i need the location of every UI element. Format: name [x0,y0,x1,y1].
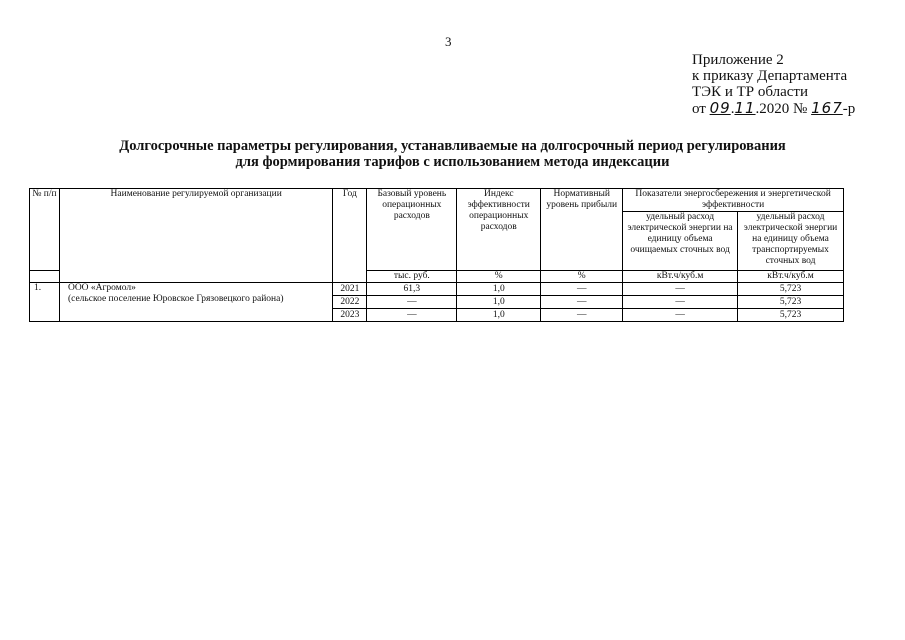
header-index: Индекс эффективности операционных расходов [457,189,541,271]
cell-year: 2022 [333,296,367,309]
table-row [30,283,844,296]
cell-profit: — [541,296,623,309]
cell-energy2: 5,723 [738,309,844,322]
appendix-line-2: к приказу Департамента [692,68,848,84]
header-org: Наименование регулируемой организации [59,189,332,283]
appendix-line-1: Приложение 2 [692,52,784,68]
cell-index: 1,0 [457,309,541,322]
date-prefix: от [692,101,706,117]
title-line-1: Долгосрочные параметры регулирования, устанавливаемые на долгосрочный период регулирования [119,138,786,154]
cell-year: 2021 [333,283,367,296]
appendix-block [692,52,855,117]
cell-energy1: — [623,296,738,309]
cell-index: 1,0 [457,296,541,309]
cell-base: — [367,296,457,309]
date-year: .2020 № [755,101,808,117]
title-line-2: для формирования тарифов с использованием метода индексации [235,154,670,170]
row-org [59,283,332,322]
cell-base: — [367,309,457,322]
org-name: ООО «Агромол» [67,283,136,293]
parameters-table [29,188,844,322]
order-number: 167 [811,99,843,117]
header-energy1: удельный расход электрической энергии на единицу объема очищаемых сточных вод [623,212,738,271]
unit-index: % [457,271,541,283]
row-num: 1. [30,283,60,322]
order-date-line: от 09.11.2020 № 167-р [692,99,856,117]
cell-energy2: 5,723 [738,296,844,309]
org-location: (сельское поселение Юровское Грязовецкого района) [67,294,284,304]
unit-profit: % [541,271,623,283]
header-year: Год [333,189,367,283]
cell-profit: — [541,309,623,322]
date-day: 09 [709,99,731,117]
header-base: Базовый уровень операционных расходов [367,189,457,271]
page-number: 3 [445,34,452,49]
header-num: № п/п [30,189,60,271]
order-suffix: -р [842,101,856,117]
document-title [60,138,845,170]
cell-energy1: — [623,309,738,322]
units-num-empty [30,271,60,283]
unit-energy2: кВт.ч/куб.м [738,271,844,283]
date-month: 11 [734,99,756,117]
cell-index: 1,0 [457,283,541,296]
cell-energy1: — [623,283,738,296]
appendix-line-3: ТЭК и ТР области [692,84,808,100]
cell-energy2: 5,723 [738,283,844,296]
unit-energy1: кВт.ч/куб.м [623,271,738,283]
header-energy-group: Показатели энергосбережения и энергетической эффективности [623,189,844,212]
cell-base: 61,3 [367,283,457,296]
cell-year: 2023 [333,309,367,322]
cell-profit: — [541,283,623,296]
unit-base: тыс. руб. [367,271,457,283]
header-energy2: удельный расход электрической энергии на единицу объема транспортируемых сточных вод [738,212,844,271]
header-profit: Нормативный уровень прибыли [541,189,623,271]
